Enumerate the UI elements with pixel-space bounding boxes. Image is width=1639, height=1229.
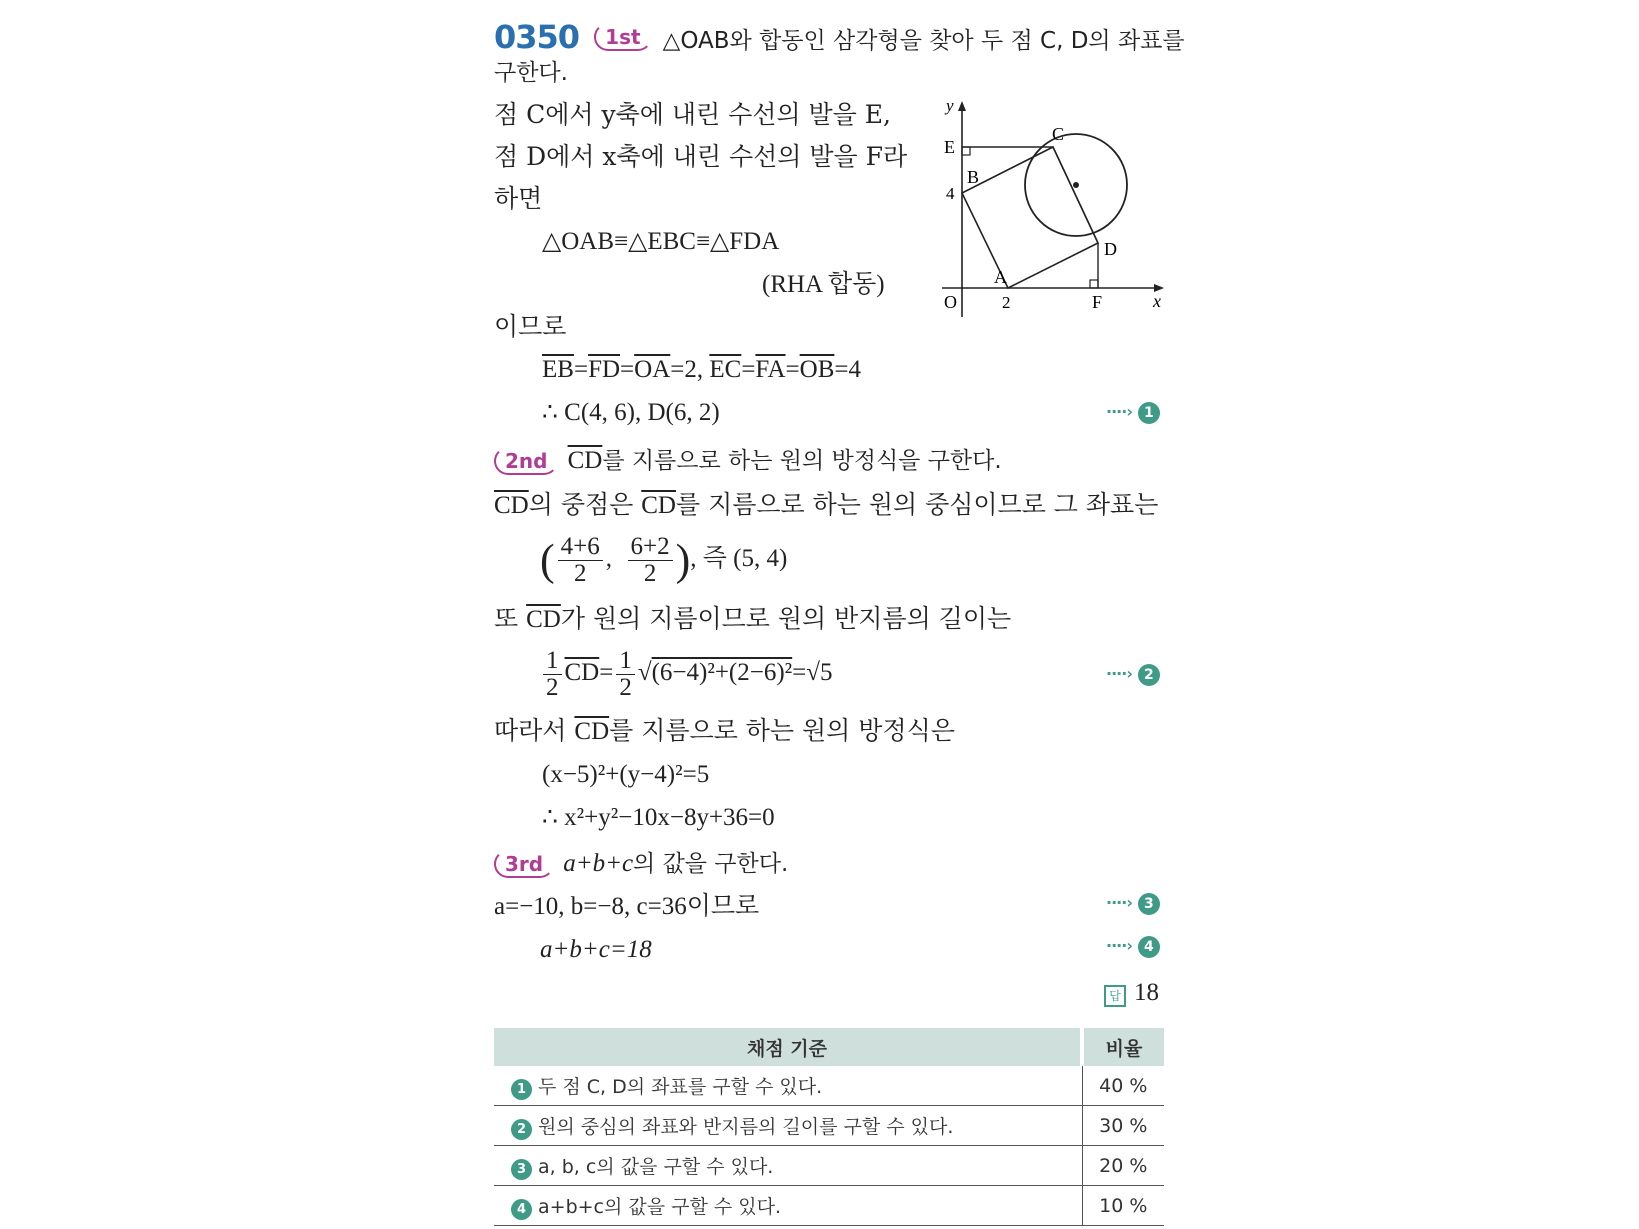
criteria-cell xyxy=(494,1066,1082,1106)
radius-text xyxy=(494,604,1011,635)
label-b: B xyxy=(967,167,980,187)
step1-marker: ····› 1 xyxy=(1106,402,1160,424)
label-x: x xyxy=(1153,291,1161,311)
step1-text-2: 점 D에서 x축에 내린 수선의 발을 F라 xyxy=(494,142,908,171)
criteria-cell xyxy=(494,1106,1082,1146)
answer-value: 18 xyxy=(1134,979,1159,1006)
y-axis-arrow xyxy=(958,101,966,111)
step2-title-rest: 를 지름으로 하는 원의 방정식을 구한다. xyxy=(602,448,1002,474)
label-y: y xyxy=(946,96,954,115)
frac-x-den: 2 xyxy=(573,560,587,587)
criteria-cell xyxy=(494,1186,1082,1226)
step1-text-3: 하면 xyxy=(494,184,543,213)
square-abdc xyxy=(962,147,1098,288)
equation-intro xyxy=(494,716,955,747)
tick-4: 4 xyxy=(946,184,955,203)
label-c: C xyxy=(1052,124,1065,144)
congruence-note: (RHA 합동) xyxy=(762,271,885,298)
step3-title-math: a+b+c xyxy=(563,850,634,877)
frac-x-num: 4+6 xyxy=(558,534,603,561)
header-criteria: 채점 기준 xyxy=(494,1028,1082,1066)
mid-seg-c: $\overline{CD}$ xyxy=(641,492,676,519)
seg-oa: $\overline{OA}$ xyxy=(634,356,671,383)
half-den-1: 2 xyxy=(546,674,559,701)
coefficient-values: a=−10, b=−8, c=36이므로 xyxy=(494,893,760,920)
row-marker: 3 xyxy=(511,1159,532,1180)
step1-title: △OAB와 합동인 삼각형을 찾아 두 점 C, D의 좌표를 xyxy=(662,28,1185,54)
step4-marker: ····› 4 xyxy=(1106,936,1160,958)
midpoint-text xyxy=(494,490,1158,521)
seg-ob: $\overline{OB}$ xyxy=(799,356,835,383)
criteria-cell xyxy=(494,1146,1082,1186)
sum-result: a+b+c=18 xyxy=(540,936,652,963)
seg-fa: $\overline{FA}$ xyxy=(755,356,786,383)
circle-center xyxy=(1073,182,1079,188)
points-result: ∴ C(4, 6), D(6, 2) xyxy=(542,399,720,426)
row-marker: 1 xyxy=(511,1079,532,1100)
label-e: E xyxy=(944,137,955,157)
label-f: F xyxy=(1092,292,1103,312)
step1-badge: 1st xyxy=(594,23,651,51)
center-computation: ( $\frac{4+6}{2}$ , $\frac{6+2}{2}$ ), 즉 (5, 4) xyxy=(540,533,788,587)
label-d: D xyxy=(1104,239,1117,259)
coordinate-diagram xyxy=(932,95,1172,325)
mid-text-d: 를 지름으로 하는 원의 중심이므로 그 좌표는 xyxy=(675,490,1159,519)
right-angle-f xyxy=(1090,280,1098,288)
row-marker: 2 xyxy=(511,1119,532,1140)
problem-header xyxy=(494,18,1185,56)
step1-text-1: 점 C에서 y축에 내린 수선의 발을 E, xyxy=(494,100,891,129)
step2-header xyxy=(494,446,1002,476)
step3-header xyxy=(494,848,788,879)
label-a: A xyxy=(994,267,1007,287)
row-marker: 4 xyxy=(511,1199,532,1220)
marker-1: 1 xyxy=(1138,402,1160,424)
frac-y-num: 6+2 xyxy=(628,534,673,561)
step2-title-seg: $\overline{CD}$ xyxy=(567,447,603,474)
tick-2: 2 xyxy=(1002,293,1011,312)
ratio-cell: 20 % xyxy=(1082,1146,1164,1186)
table-row xyxy=(494,1186,1164,1226)
radius-expr-seg: $\overline{CD}$ xyxy=(564,659,600,687)
answer-icon: 답 xyxy=(1104,985,1126,1007)
radius-result: =√5 xyxy=(792,659,833,687)
eq-intro-c: 를 지름으로 하는 원의 방정식은 xyxy=(609,716,955,745)
congruence-statement: △OAB≡△EBC≡△FDA xyxy=(542,228,780,255)
problem-number: 0350 xyxy=(494,18,580,56)
radius-text-a: 또 xyxy=(494,604,527,633)
radius-text-c: 가 원의 지름이므로 원의 반지름의 길이는 xyxy=(560,604,1012,633)
ratio-cell: 10 % xyxy=(1082,1186,1164,1226)
criteria-text: 원의 중심의 좌표와 반지름의 길이를 구할 수 있다. xyxy=(538,1115,954,1138)
table-row xyxy=(494,1066,1164,1106)
label-o: O xyxy=(944,292,957,312)
ratio-cell: 40 % xyxy=(1082,1066,1164,1106)
frac-y xyxy=(628,534,673,587)
table-row xyxy=(494,1106,1164,1146)
half-num-1: 1 xyxy=(543,648,562,675)
step2-title xyxy=(568,448,1002,474)
frac-x xyxy=(558,534,603,587)
radius-expr-eq: = xyxy=(599,659,614,687)
segment-lengths: $\overline{EB}=\overline{FD}=\overline{OA}=2$, $\overline{EC}=\overline{FA}=\overline{OB}=4$ xyxy=(542,356,861,383)
radius-computation: $\frac{1}{2}$ $\overline{CD}=$ $\frac{1}{2}$ √(6−4)²+(2−6)²=√5 xyxy=(540,648,833,701)
mid-seg-a: $\overline{CD}$ xyxy=(494,492,529,519)
circle-equation-2: ∴ x²+y²−10x−8y+36=0 xyxy=(542,804,775,831)
step1-therefore: 이므로 xyxy=(494,312,567,341)
grading-table xyxy=(494,1028,1164,1226)
marker-4: 4 xyxy=(1138,936,1160,958)
mid-text-b: 의 중점은 xyxy=(528,490,642,519)
ratio-cell: 30 % xyxy=(1082,1106,1164,1146)
frac-y-den: 2 xyxy=(643,560,657,587)
step3-title xyxy=(563,848,788,877)
criteria-text: 두 점 C, D의 좌표를 구할 수 있다. xyxy=(538,1075,823,1098)
length-two: =2, xyxy=(670,356,710,383)
half-frac-2 xyxy=(616,648,635,701)
length-four: =4 xyxy=(834,356,861,383)
seg-eb: $\overline{EB}$ xyxy=(542,356,574,383)
criteria-text: a, b, c의 값을 구할 수 있다. xyxy=(538,1155,774,1178)
answer xyxy=(1104,978,1159,1008)
eq-intro-a: 따라서 xyxy=(494,716,575,745)
diameter-cd xyxy=(1053,147,1098,243)
eq-intro-seg: $\overline{CD}$ xyxy=(574,718,610,745)
step1-title-cont: 구한다. xyxy=(494,60,568,86)
half-num-2: 1 xyxy=(616,648,635,675)
radius-root: (6−4)²+(2−6)² xyxy=(651,659,793,687)
center-result: , 즉 (5, 4) xyxy=(690,545,788,573)
radius-seg: $\overline{CD}$ xyxy=(526,606,561,633)
marker-3: 3 xyxy=(1138,893,1160,915)
step2-marker: ····› 2 xyxy=(1106,664,1160,686)
half-frac-1 xyxy=(543,648,562,701)
criteria-text: a+b+c의 값을 구할 수 있다. xyxy=(538,1195,782,1218)
step2-badge: 2nd xyxy=(494,447,558,475)
step3-marker: ····› 3 xyxy=(1106,893,1160,915)
header-ratio: 비율 xyxy=(1082,1028,1164,1066)
marker-2: 2 xyxy=(1138,664,1160,686)
circle-equation-1: (x−5)²+(y−4)²=5 xyxy=(542,761,710,788)
right-angle-e xyxy=(962,147,970,155)
table-row xyxy=(494,1146,1164,1186)
step3-badge: 3rd xyxy=(494,850,554,878)
step3-title-rest: 의 값을 구한다. xyxy=(633,851,789,877)
seg-ec: $\overline{EC}$ xyxy=(709,356,742,383)
grading-header-row xyxy=(494,1028,1164,1066)
seg-fd: $\overline{FD}$ xyxy=(588,356,621,383)
half-den-2: 2 xyxy=(619,674,632,701)
